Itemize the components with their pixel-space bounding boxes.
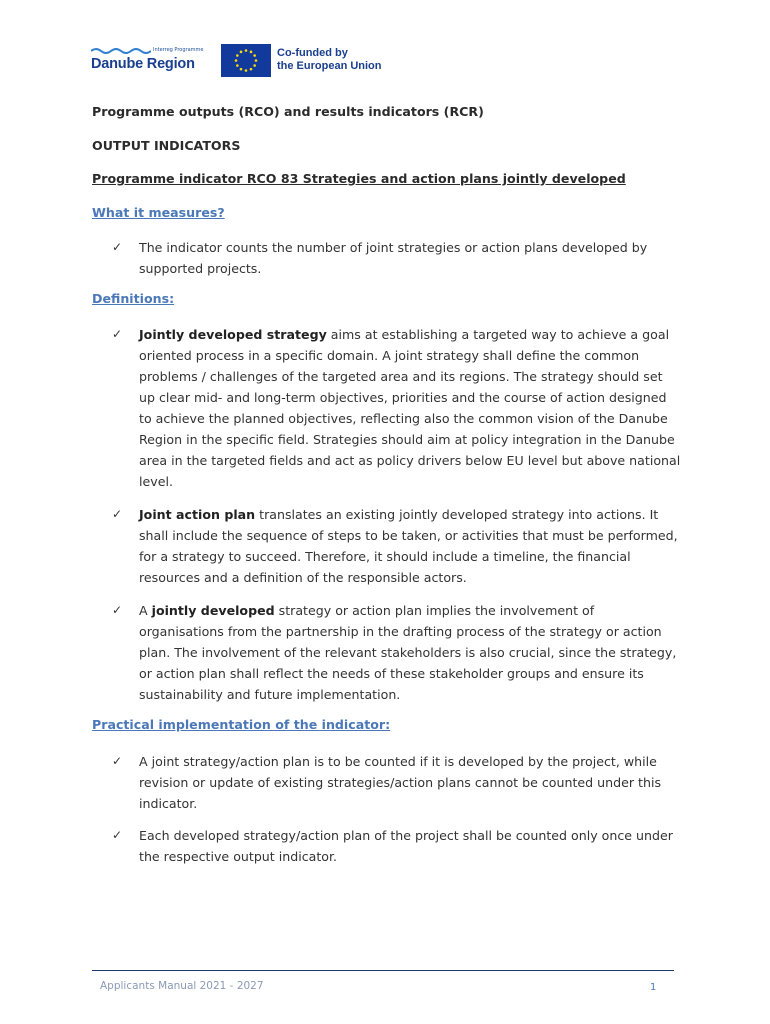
checkmark-icon: ✓ [112, 754, 123, 768]
footer-divider [92, 970, 674, 971]
wave-icon [91, 46, 151, 54]
eu-star-icon [253, 64, 256, 67]
programme-label: Interreg Programme [153, 47, 204, 53]
checkmark-icon: ✓ [112, 828, 123, 842]
list-item: ✓ A joint strategy/action plan is to be counted if it is developed by the project, while revision or update of existing strategies/action plans cannot be counted under this indicator. [112, 751, 682, 814]
list-item: ✓ Joint action plan translates an existing jointly developed strategy into actions. It shall include the sequence of steps to be taken, or activities that must be performed, for a strategy to succeed. Therefore, it should include a timeline, the financial resources and a definition of the responsible actors. [112, 504, 682, 588]
eu-star-icon [236, 64, 239, 67]
checkmark-icon: ✓ [112, 507, 123, 521]
section-title-definitions: Definitions: [92, 291, 175, 306]
brand-name: Danube Region [91, 56, 195, 72]
checkmark-icon: ✓ [112, 240, 123, 254]
list-item: ✓ Each developed strategy/action plan of the project shall be counted only once under the respective output indicator. [112, 825, 682, 867]
heading-programme-outputs: Programme outputs (RCO) and results indicators (RCR) [92, 104, 484, 119]
eu-star-icon [240, 68, 243, 71]
danube-region-logo [91, 44, 211, 78]
eu-star-icon [250, 51, 253, 54]
eu-star-icon [250, 68, 253, 71]
list-item: ✓ A jointly developed strategy or action plan implies the involvement of organisations from the partnership in the drafting process of the strategy or action plan. The involvement of the relevant stakeholders is also crucial, since the strategy, or action plan shall reflect the needs of these stakeholder groups and ensure its sustainability and future implementation. [112, 600, 682, 705]
page-number: 1 [650, 982, 657, 993]
eu-star-icon [253, 54, 256, 57]
eu-star-icon [245, 49, 248, 52]
list-item: ✓ Jointly developed strategy aims at establishing a targeted way to achieve a goal oriented process in a specific domain. A joint strategy shall define the common problems / challenges of the targeted area and its regions. The strategy should set up clear mid- and long-term objectives, priorities and the course of action designed to achieve the planned objectives, reflecting also the common vision of the Danube Region in the specific field. Strategies should aim at policy integration in the Danube area in the targeted fields and act as policy drivers below EU level but above national level. [112, 324, 682, 492]
eu-line-1: Co-funded by [277, 47, 348, 59]
list-item: ✓ The indicator counts the number of joint strategies or action plans developed by supported projects. [112, 237, 682, 279]
eu-cofunded-text [277, 47, 382, 73]
checkmark-icon: ✓ [112, 603, 123, 617]
heading-output-indicators: OUTPUT INDICATORS [92, 138, 241, 153]
heading-rco83: Programme indicator RCO 83 Strategies and action plans jointly developed [92, 171, 626, 186]
eu-star-icon [240, 51, 243, 54]
footer-manual-title: Applicants Manual 2021 - 2027 [100, 980, 264, 992]
eu-line-2: the European Union [277, 60, 382, 72]
section-title-what-it-measures: What it measures? [92, 205, 225, 220]
eu-star-icon [255, 59, 258, 62]
section-title-practical-implementation: Practical implementation of the indicator: [92, 717, 391, 732]
eu-star-icon [245, 69, 248, 72]
eu-flag-icon [221, 44, 271, 77]
checkmark-icon: ✓ [112, 327, 123, 341]
eu-star-icon [235, 59, 238, 62]
eu-star-icon [236, 54, 239, 57]
